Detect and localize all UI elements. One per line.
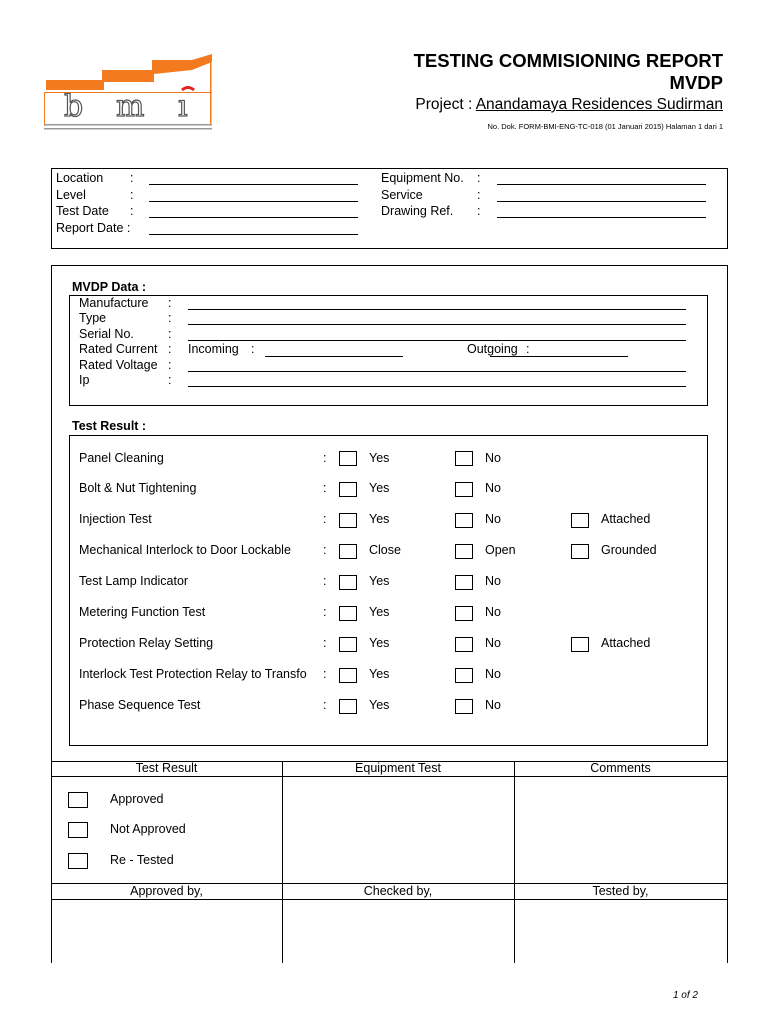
incoming-label: Incoming <box>188 342 239 356</box>
incoming-colon: : <box>251 342 255 356</box>
checkbox-no[interactable] <box>455 637 473 652</box>
option-label: No <box>485 605 501 619</box>
test-item-label: Panel Cleaning <box>79 451 164 465</box>
option-label: Yes <box>369 605 390 619</box>
checkbox-open[interactable] <box>455 544 473 559</box>
test-item-label: Mechanical Interlock to Door Lockable <box>79 543 291 557</box>
approved-by-label: Approved by, <box>130 884 203 898</box>
equipment-no-field[interactable] <box>497 184 706 185</box>
checkbox-attached[interactable] <box>571 513 589 528</box>
checked-by-label: Checked by, <box>363 884 433 898</box>
document-number: No. Dok. FORM-BMI-ENG-TC-018 (01 Januari 2015) Halaman 1 dari 1 <box>487 122 723 131</box>
checkbox-yes[interactable] <box>339 699 357 714</box>
option-label: Attached <box>601 636 651 650</box>
drawing-ref-field[interactable] <box>497 217 706 218</box>
equipment-no-label: Equipment No. <box>381 171 464 185</box>
svg-text:m: m <box>116 89 145 124</box>
option-label: Grounded <box>601 543 657 557</box>
drawing-ref-colon: : <box>477 204 481 218</box>
report-date-field[interactable] <box>149 234 358 235</box>
test-item-colon: : <box>323 543 327 557</box>
option-label: Yes <box>369 481 390 495</box>
test-date-field[interactable] <box>149 217 358 218</box>
checkbox-close[interactable] <box>339 544 357 559</box>
checkbox-yes[interactable] <box>339 575 357 590</box>
report-date-label: Report Date : <box>56 221 131 235</box>
checkbox-grounded[interactable] <box>571 544 589 559</box>
ip-colon: : <box>168 373 172 387</box>
option-label: Yes <box>369 574 390 588</box>
option-label: No <box>485 481 501 495</box>
re-tested-checkbox[interactable] <box>68 853 88 869</box>
rated-voltage-colon: : <box>168 358 172 372</box>
checkbox-no[interactable] <box>455 513 473 528</box>
option-label: Yes <box>369 451 390 465</box>
test-item-colon: : <box>323 605 327 619</box>
rated-voltage-field[interactable] <box>188 371 686 372</box>
incoming-field[interactable] <box>265 356 403 357</box>
serial-no-field[interactable] <box>188 340 686 341</box>
option-label: No <box>485 574 501 588</box>
tested-by-label: Tested by, <box>592 884 649 898</box>
serial-no-label: Serial No. <box>79 327 134 341</box>
option-label: Close <box>369 543 401 557</box>
table-sign-header-border <box>51 899 728 900</box>
checkbox-yes[interactable] <box>339 513 357 528</box>
test-item-colon: : <box>323 698 327 712</box>
approved-label: Approved <box>110 792 164 806</box>
re-tested-label: Re - Tested <box>110 853 174 867</box>
test-item-label: Metering Function Test <box>79 605 206 619</box>
page-number: 1 of 2 <box>672 990 698 1001</box>
type-colon: : <box>168 311 172 325</box>
checkbox-no[interactable] <box>455 668 473 683</box>
test-date-label: Test Date <box>56 204 109 218</box>
service-colon: : <box>477 188 481 202</box>
option-label: No <box>485 698 501 712</box>
table-col-divider <box>514 761 515 963</box>
outgoing-field[interactable] <box>490 356 628 357</box>
outgoing-colon: : <box>526 342 530 356</box>
mvdp-data-box <box>69 295 708 406</box>
checkbox-no[interactable] <box>455 575 473 590</box>
serial-no-colon: : <box>168 327 172 341</box>
checkbox-no[interactable] <box>455 482 473 497</box>
option-label: No <box>485 667 501 681</box>
checkbox-no[interactable] <box>455 451 473 466</box>
project-name: Anandamaya Residences Sudirman <box>475 96 723 113</box>
report-subtitle: MVDP <box>669 72 723 93</box>
type-label: Type <box>79 311 107 325</box>
col-equipment-test: Equipment Test <box>355 761 441 775</box>
not-approved-label: Not Approved <box>110 822 186 836</box>
test-item-label: Phase Sequence Test <box>79 698 201 712</box>
rated-current-label: Rated Current <box>79 342 158 356</box>
test-item-label: Interlock Test Protection Relay to Transfo <box>79 667 307 681</box>
level-field[interactable] <box>149 201 358 202</box>
table-left-border <box>51 761 52 963</box>
test-item-label: Injection Test <box>79 512 152 526</box>
test-item-colon: : <box>323 481 327 495</box>
option-label: Open <box>485 543 516 557</box>
project-line <box>415 96 723 114</box>
test-item-colon: : <box>323 574 327 588</box>
checkbox-yes[interactable] <box>339 451 357 466</box>
drawing-ref-label: Drawing Ref. <box>381 204 454 218</box>
checkbox-attached[interactable] <box>571 637 589 652</box>
checkbox-yes[interactable] <box>339 668 357 683</box>
svg-text:b: b <box>64 89 84 124</box>
location-colon: : <box>130 171 134 185</box>
checkbox-no[interactable] <box>455 699 473 714</box>
table-header-border <box>51 776 728 777</box>
location-label: Location <box>56 171 104 185</box>
option-label: Yes <box>369 512 390 526</box>
test-item-colon: : <box>323 636 327 650</box>
location-field[interactable] <box>149 184 358 185</box>
bmi-logo <box>42 52 214 132</box>
table-right-border <box>727 761 728 963</box>
test-item-label: Bolt & Nut Tightening <box>79 481 197 495</box>
option-label: No <box>485 512 501 526</box>
test-item-colon: : <box>323 451 327 465</box>
test-item-label: Protection Relay Setting <box>79 636 214 650</box>
checkbox-yes[interactable] <box>339 637 357 652</box>
svg-text:ı: ı <box>178 89 188 124</box>
option-label: Yes <box>369 698 390 712</box>
test-result-heading: Test Result : <box>72 419 147 433</box>
equipment-no-colon: : <box>477 171 481 185</box>
test-item-label: Test Lamp Indicator <box>79 574 189 588</box>
manufacture-field[interactable] <box>188 309 686 310</box>
manufacture-colon: : <box>168 296 172 310</box>
manufacture-label: Manufacture <box>79 296 149 310</box>
level-label: Level <box>56 188 86 202</box>
level-colon: : <box>130 188 134 202</box>
option-label: Yes <box>369 636 390 650</box>
col-test-result: Test Result <box>135 761 198 775</box>
option-label: No <box>485 451 501 465</box>
report-title: TESTING COMMISIONING REPORT <box>413 50 723 71</box>
test-date-colon: : <box>130 204 134 218</box>
rated-voltage-label: Rated Voltage <box>79 358 158 372</box>
test-item-colon: : <box>323 667 327 681</box>
rated-current-colon: : <box>168 342 172 356</box>
ip-field[interactable] <box>188 386 686 387</box>
col-comments: Comments <box>590 761 651 775</box>
option-label: No <box>485 636 501 650</box>
approved-checkbox[interactable] <box>68 792 88 808</box>
not-approved-checkbox[interactable] <box>68 822 88 838</box>
project-label: Project : <box>415 96 473 113</box>
type-field[interactable] <box>188 324 686 325</box>
table-col-divider <box>282 761 283 963</box>
option-label: Attached <box>601 512 651 526</box>
service-field[interactable] <box>497 201 706 202</box>
mvdp-heading: MVDP Data : <box>72 280 147 294</box>
checkbox-yes[interactable] <box>339 606 357 621</box>
ip-label: Ip <box>79 373 90 387</box>
option-label: Yes <box>369 667 390 681</box>
outgoing-label: Outgoing <box>467 342 518 356</box>
service-label: Service <box>381 188 423 202</box>
test-item-colon: : <box>323 512 327 526</box>
checkbox-yes[interactable] <box>339 482 357 497</box>
checkbox-no[interactable] <box>455 606 473 621</box>
